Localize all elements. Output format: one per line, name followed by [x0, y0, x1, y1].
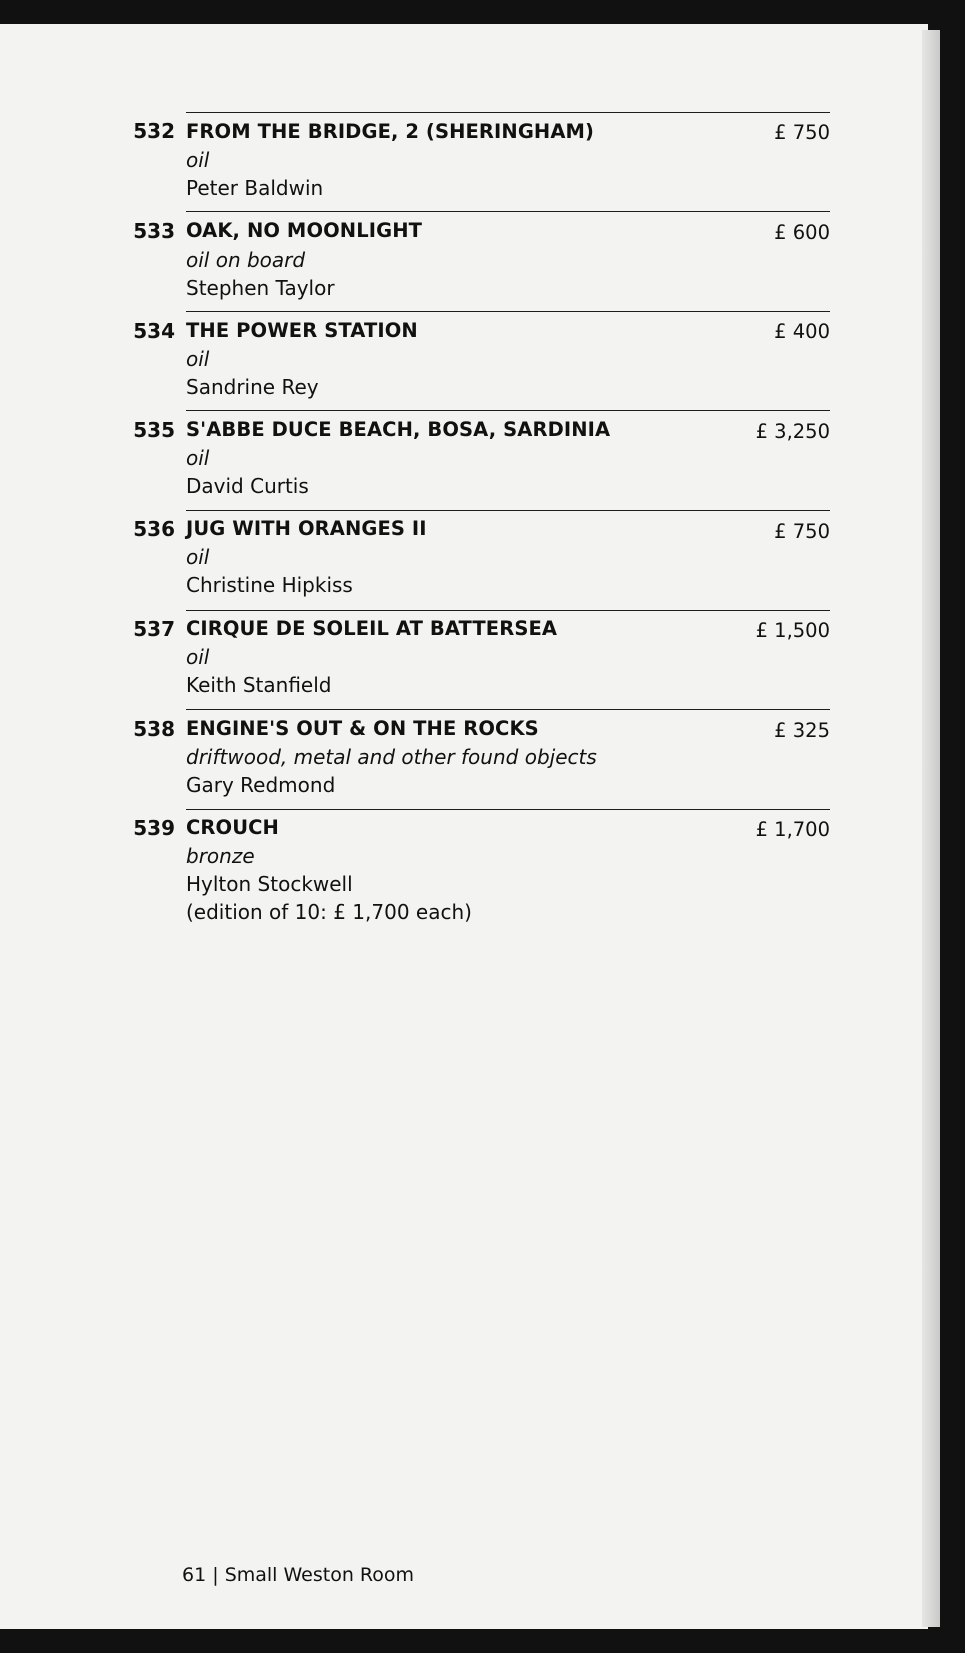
entry-divider: [186, 410, 830, 411]
entry-divider: [186, 211, 830, 212]
entry-title: CROUCH: [186, 816, 279, 839]
entry-divider: [186, 112, 830, 113]
entry-artist: Hylton Stockwell: [186, 872, 353, 896]
entry-medium: oil: [186, 347, 210, 371]
entry-artist: Sandrine Rey: [186, 375, 319, 399]
footer-separator: |: [212, 1564, 219, 1586]
entry-title: THE POWER STATION: [186, 319, 418, 342]
entry-artist: Stephen Taylor: [186, 276, 335, 300]
entry-number: 535: [133, 418, 175, 442]
entry-divider: [186, 809, 830, 810]
entry-divider: [186, 311, 830, 312]
entry-artist: Christine Hipkiss: [186, 573, 353, 597]
entry-title: ENGINE'S OUT & ON THE ROCKS: [186, 717, 539, 740]
entry-price: £ 325: [774, 719, 830, 742]
page-footer: [182, 1564, 414, 1586]
entry-edition-note: (edition of 10: £ 1,700 each): [186, 900, 472, 924]
entry-price: £ 400: [774, 320, 830, 343]
entry-number: 532: [133, 119, 175, 143]
page-edge: [922, 30, 940, 1627]
entry-medium: oil on board: [186, 248, 306, 272]
entry-title: S'ABBE DUCE BEACH, BOSA, SARDINIA: [186, 418, 611, 441]
entry-divider: [186, 610, 830, 611]
entry-price: £ 750: [774, 520, 830, 543]
entry-title: CIRQUE DE SOLEIL AT BATTERSEA: [186, 617, 558, 640]
room-name: Small Weston Room: [224, 1564, 415, 1586]
entry-medium: oil: [186, 545, 210, 569]
page-number: 61: [182, 1564, 207, 1586]
entry-title: OAK, NO MOONLIGHT: [186, 219, 423, 242]
entry-medium: oil: [186, 446, 210, 470]
entry-number: 536: [133, 517, 175, 541]
entry-number: 538: [133, 717, 175, 741]
entry-medium: oil: [186, 645, 210, 669]
entry-number: 539: [133, 816, 175, 840]
entry-number: 534: [133, 319, 175, 343]
entry-medium: bronze: [186, 844, 255, 868]
entry-medium: driftwood, metal and other found objects: [186, 745, 597, 769]
entry-divider: [186, 510, 830, 511]
entry-medium: oil: [186, 148, 210, 172]
entry-price: £ 750: [774, 121, 830, 144]
entry-title: JUG WITH ORANGES II: [186, 517, 427, 540]
catalogue-page: [0, 24, 928, 1629]
entry-title: FROM THE BRIDGE, 2 (SHERINGHAM): [186, 120, 595, 143]
entry-price: £ 600: [774, 221, 830, 244]
entry-number: 537: [133, 617, 175, 641]
entry-artist: David Curtis: [186, 474, 309, 498]
entry-artist: Peter Baldwin: [186, 176, 324, 200]
entry-price: £ 1,500: [755, 619, 830, 642]
entry-artist: Gary Redmond: [186, 773, 336, 797]
entry-price: £ 3,250: [755, 420, 830, 443]
entry-number: 533: [133, 219, 175, 243]
entry-artist: Keith Stanfield: [186, 673, 332, 697]
entry-price: £ 1,700: [755, 818, 830, 841]
entry-divider: [186, 709, 830, 710]
